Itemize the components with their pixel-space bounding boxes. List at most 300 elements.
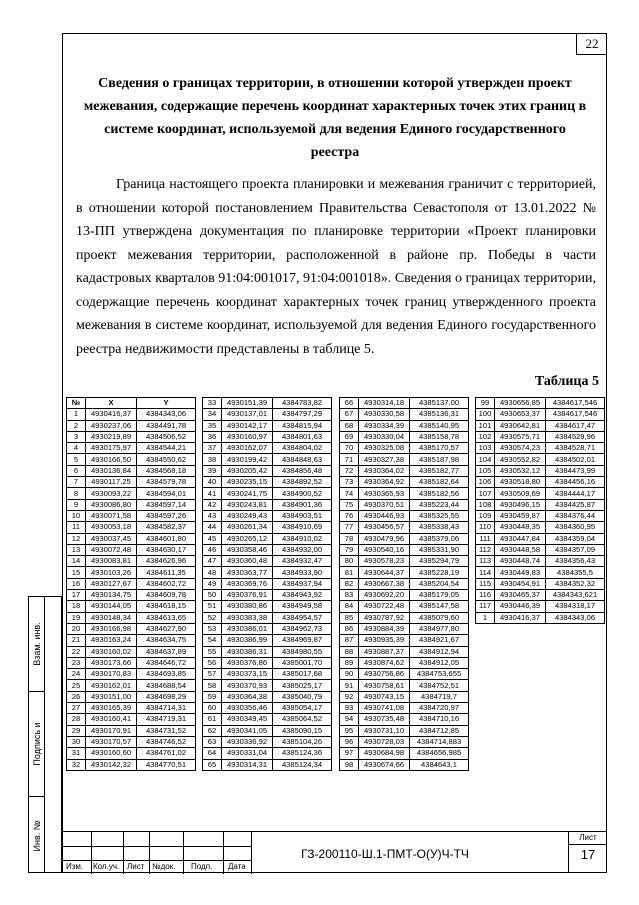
table-cell: 72	[340, 465, 359, 476]
table-cell: 28	[67, 714, 86, 725]
table-cell: 4385182,56	[410, 488, 469, 499]
table-cell: 64	[203, 748, 222, 759]
table-cell: 4	[67, 443, 86, 454]
table-row	[67, 556, 196, 567]
table-cell: 4384502,01	[546, 454, 605, 465]
table-cell: 51	[203, 601, 222, 612]
table-cell: 4930235,15	[222, 477, 273, 488]
table-cell: 4384357,09	[546, 544, 605, 555]
table-row	[340, 420, 469, 431]
table-cell: 32	[67, 759, 86, 770]
table-row	[476, 544, 605, 555]
table-cell: 4384425,87	[546, 499, 605, 510]
table-cell: 4930160,41	[86, 714, 137, 725]
table-cell: 4384637,89	[137, 646, 196, 657]
table-cell: 96	[340, 736, 359, 747]
table-cell: 4930887,37	[359, 646, 410, 657]
table-row	[67, 680, 196, 691]
table-row	[203, 533, 332, 544]
table-cell: 14	[67, 556, 86, 567]
table-cell: 75	[340, 499, 359, 510]
table-cell: 4930314,31	[222, 759, 273, 770]
table-cell: 4384804,02	[273, 443, 332, 454]
table-cell: 65	[203, 759, 222, 770]
table-row	[203, 612, 332, 623]
table-cell: 1	[67, 409, 86, 420]
table-cell: 4384359,04	[546, 533, 605, 544]
stamp-label-date: Дата	[228, 862, 246, 871]
table-cell: 4930874,62	[359, 657, 410, 668]
table-cell: 4384343,06	[546, 612, 605, 623]
table-row	[476, 443, 605, 454]
table-cell: 4930365,93	[359, 488, 410, 499]
table-cell: 4930219,89	[86, 431, 137, 442]
table-cell: 4384360,95	[546, 522, 605, 533]
table-cell: 4384815,94	[273, 420, 332, 431]
table-cell: 95	[340, 725, 359, 736]
table-cell: 45	[203, 533, 222, 544]
table-cell: 4384582,37	[137, 522, 196, 533]
table-cell: 4930787,92	[359, 612, 410, 623]
table-cell: 4930884,39	[359, 623, 410, 634]
table-cell: 57	[203, 669, 222, 680]
table-cell: 4930117,25	[86, 477, 137, 488]
table-cell: 4384376,44	[546, 510, 605, 521]
table-cell: 4384801,63	[273, 431, 332, 442]
table-cell: 4930416,37	[495, 612, 546, 623]
table-cell: 100	[476, 409, 495, 420]
table-cell: 4930103,26	[86, 567, 137, 578]
table-cell: 4384921,67	[410, 635, 469, 646]
table-cell: 4930376,91	[222, 590, 273, 601]
table-cell: 4385204,54	[410, 578, 469, 589]
table-row	[203, 680, 332, 691]
table-cell: 117	[476, 601, 495, 612]
side-label-replacement: Взам. инв.	[31, 622, 42, 666]
table-cell: 4384856,48	[273, 465, 332, 476]
table-cell: 4385040,79	[273, 691, 332, 702]
table-cell: 4930160,60	[86, 748, 137, 759]
table-row	[476, 431, 605, 442]
table-cell: 87	[340, 635, 359, 646]
table-cell: 4384355,5	[546, 567, 605, 578]
table-cell: 4930540,16	[359, 544, 410, 555]
table-cell: 4384491,78	[137, 420, 196, 431]
table-cell: 31	[67, 748, 86, 759]
table-cell: 90	[340, 669, 359, 680]
table-row	[476, 522, 605, 533]
table-cell: 4930532,12	[495, 465, 546, 476]
table-cell: 4930653,37	[495, 409, 546, 420]
table-cell: 42	[203, 499, 222, 510]
table-cell: 58	[203, 680, 222, 691]
table-cell: 54	[203, 635, 222, 646]
table-row	[67, 443, 196, 454]
table-cell: 4385294,79	[410, 556, 469, 567]
table-cell: 7	[67, 477, 86, 488]
table-cell: 55	[203, 646, 222, 657]
table-cell: 4384318,17	[546, 601, 605, 612]
table-cell: 4930243,81	[222, 499, 273, 510]
table-cell: 4930383,38	[222, 612, 273, 623]
table-cell: 4384693,85	[137, 669, 196, 680]
table-cell: 4385124,36	[273, 748, 332, 759]
table-cell: 4930728,03	[359, 736, 410, 747]
table-cell: 4930674,66	[359, 759, 410, 770]
table-cell: 92	[340, 691, 359, 702]
table-row	[340, 612, 469, 623]
table-cell: 111	[476, 533, 495, 544]
table-cell: 4384601,80	[137, 533, 196, 544]
table-cell: 39	[203, 465, 222, 476]
table-cell: 4930446,39	[495, 601, 546, 612]
table-cell: 4385379,06	[410, 533, 469, 544]
table-cell: 108	[476, 499, 495, 510]
stamp-label-sheet: Лист	[127, 862, 145, 871]
table-header-cell: №	[67, 398, 86, 409]
table-cell: 4930373,15	[222, 669, 273, 680]
table-row	[67, 522, 196, 533]
table-row	[476, 510, 605, 521]
table-cell: 101	[476, 420, 495, 431]
table-cell: 33	[203, 398, 222, 409]
table-cell: 4385179,05	[410, 590, 469, 601]
table-cell: 4930370,51	[359, 499, 410, 510]
table-row	[340, 533, 469, 544]
coordinates-table-3	[339, 397, 469, 771]
table-cell: 11	[67, 522, 86, 533]
table-row	[67, 567, 196, 578]
table-cell: 4930518,80	[495, 477, 546, 488]
table-cell: 4384646,72	[137, 657, 196, 668]
table-cell: 4384731,52	[137, 725, 196, 736]
table-cell: 1	[476, 612, 495, 623]
table-row	[476, 612, 605, 623]
table-cell: 4930072,48	[86, 544, 137, 555]
table-cell: 4930356,46	[222, 703, 273, 714]
table-cell: 103	[476, 443, 495, 454]
table-cell: 10	[67, 510, 86, 521]
table-cell: 4385223,44	[410, 499, 469, 510]
table-row	[203, 691, 332, 702]
stamp-label-change: Изм.	[66, 862, 84, 871]
table-row	[340, 567, 469, 578]
table-cell: 4930369,76	[222, 578, 273, 589]
table-row	[203, 635, 332, 646]
table-cell: 4930144,05	[86, 601, 137, 612]
table-row	[67, 669, 196, 680]
table-row	[67, 409, 196, 420]
table-cell: 4930386,31	[222, 646, 273, 657]
table-cell: 4384969,87	[273, 635, 332, 646]
table-cell: 4930241,75	[222, 488, 273, 499]
table-cell: 76	[340, 510, 359, 521]
table-cell: 4930358,46	[222, 544, 273, 555]
table-cell: 86	[340, 623, 359, 634]
table-cell: 30	[67, 736, 86, 747]
table-row	[203, 454, 332, 465]
table-cell: 4384343,06	[137, 409, 196, 420]
table-cell: 4930175,97	[86, 443, 137, 454]
table-cell: 4930325,08	[359, 443, 410, 454]
table-cell: 9	[67, 499, 86, 510]
table-cell: 4930447,84	[495, 533, 546, 544]
table-cell: 4385331,90	[410, 544, 469, 555]
table-cell: 4385158,78	[410, 431, 469, 442]
table-row	[67, 420, 196, 431]
table-row	[340, 748, 469, 759]
table-cell: 4930386,99	[222, 635, 273, 646]
table-cell: 4930376,86	[222, 657, 273, 668]
table-cell: 4384456,16	[546, 477, 605, 488]
table-cell: 4384783,82	[273, 398, 332, 409]
table-cell: 4384977,80	[410, 623, 469, 634]
table-cell: 4930134,75	[86, 590, 137, 601]
table-cell: 26	[67, 691, 86, 702]
table-cell: 4930334,39	[359, 420, 410, 431]
table-cell: 4930037,45	[86, 533, 137, 544]
table-cell: 4930552,82	[495, 454, 546, 465]
stamp-label-count: Кол.уч.	[93, 862, 120, 871]
table-cell: 69	[340, 431, 359, 442]
table-cell: 4384720,97	[410, 703, 469, 714]
table-cell: 17	[67, 590, 86, 601]
table-cell: 4384609,78	[137, 590, 196, 601]
table-row	[476, 556, 605, 567]
table-row	[203, 748, 332, 759]
table-row	[340, 488, 469, 499]
table-cell: 4930360,48	[222, 556, 273, 567]
table-cell: 44	[203, 522, 222, 533]
table-cell: 4930349,45	[222, 714, 273, 725]
table-cell: 4384618,15	[137, 601, 196, 612]
table-row	[340, 443, 469, 454]
table-caption: Таблица 5	[534, 374, 599, 389]
table-cell: 4930386,01	[222, 623, 273, 634]
table-row	[203, 398, 332, 409]
table-cell: 4930330,58	[359, 409, 410, 420]
table-cell: 78	[340, 533, 359, 544]
table-row	[340, 759, 469, 770]
table-cell: 4930449,83	[495, 567, 546, 578]
table-row	[340, 601, 469, 612]
table-cell: 4384550,62	[137, 454, 196, 465]
table-cell: 4930136,84	[86, 465, 137, 476]
table-cell: 84	[340, 601, 359, 612]
table-row	[203, 703, 332, 714]
table-row	[67, 612, 196, 623]
table-cell: 68	[340, 420, 359, 431]
table-cell: 4930370,93	[222, 680, 273, 691]
table-row	[340, 499, 469, 510]
table-cell: 16	[67, 578, 86, 589]
table-cell: 4385054,17	[273, 703, 332, 714]
table-cell: 56	[203, 657, 222, 668]
table-row	[67, 601, 196, 612]
table-cell: 104	[476, 454, 495, 465]
table-cell: 114	[476, 567, 495, 578]
side-cell-signature	[29, 692, 44, 797]
table-row	[67, 578, 196, 589]
table-cell: 4930642,81	[495, 420, 546, 431]
table-cell: 4385140,95	[410, 420, 469, 431]
table-header-cell: Y	[137, 398, 196, 409]
table-cell: 4384910,69	[273, 522, 332, 533]
table-row	[203, 510, 332, 521]
table-row	[340, 510, 469, 521]
table-cell: 4384719,31	[137, 714, 196, 725]
table-cell: 49	[203, 578, 222, 589]
table-cell: 4384506,52	[137, 431, 196, 442]
table-cell: 4930509,69	[495, 488, 546, 499]
table-cell: 4384746,52	[137, 736, 196, 747]
table-cell: 4930083,81	[86, 556, 137, 567]
table-row	[476, 578, 605, 589]
table-header-row	[67, 398, 196, 409]
table-cell: 4930093,22	[86, 488, 137, 499]
table-row	[340, 736, 469, 747]
table-row	[340, 590, 469, 601]
table-row	[203, 623, 332, 634]
table-cell: 4930160,02	[86, 646, 137, 657]
table-cell: 4930692,20	[359, 590, 410, 601]
table-cell: 73	[340, 477, 359, 488]
table-cell: 63	[203, 736, 222, 747]
table-cell: 4384544,21	[137, 443, 196, 454]
table-row	[476, 499, 605, 510]
table-cell: 91	[340, 680, 359, 691]
table-cell: 4384943,92	[273, 590, 332, 601]
table-row	[476, 409, 605, 420]
table-row	[67, 691, 196, 702]
table-cell: 4384626,96	[137, 556, 196, 567]
table-cell: 4930731,10	[359, 725, 410, 736]
table-row	[203, 499, 332, 510]
table-cell: 4930148,34	[86, 612, 137, 623]
table-cell: 4384900,52	[273, 488, 332, 499]
table-row	[67, 759, 196, 770]
table-cell: 4384611,35	[137, 567, 196, 578]
table-cell: 4384698,29	[137, 691, 196, 702]
table-row	[340, 578, 469, 589]
table-cell: 4930735,48	[359, 714, 410, 725]
table-cell: 20	[67, 623, 86, 634]
side-cell-inventory	[29, 797, 44, 874]
coordinates-table-4	[475, 397, 605, 624]
table-cell: 4384949,58	[273, 601, 332, 612]
table-cell: 4384932,00	[273, 544, 332, 555]
table-cell: 74	[340, 488, 359, 499]
table-cell: 4930151,00	[86, 691, 137, 702]
table-cell: 4930142,32	[86, 759, 137, 770]
table-cell: 4930314,18	[359, 398, 410, 409]
table-row	[203, 544, 332, 555]
table-cell: 4384617,47	[546, 420, 605, 431]
table-cell: 107	[476, 488, 495, 499]
document-code: ГЗ-200110-Ш.1-ПМТ-О(У)Ч-ТЧ	[301, 847, 469, 861]
table-cell: 4930459,87	[495, 510, 546, 521]
table-cell: 4384597,14	[137, 499, 196, 510]
table-cell: 4930166,50	[86, 454, 137, 465]
table-cell: 4384761,02	[137, 748, 196, 759]
table-cell: 4930173,66	[86, 657, 137, 668]
table-cell: 4384797,29	[273, 409, 332, 420]
table-cell: 77	[340, 522, 359, 533]
table-cell: 4930758,61	[359, 680, 410, 691]
table-cell: 4384579,78	[137, 477, 196, 488]
side-label-inventory: Инв. №	[31, 820, 42, 851]
table-cell: 4384634,75	[137, 635, 196, 646]
table-row	[340, 409, 469, 420]
table-cell: 67	[340, 409, 359, 420]
table-cell: 80	[340, 556, 359, 567]
table-cell: 112	[476, 544, 495, 555]
table-cell: 4930741,08	[359, 703, 410, 714]
table-cell: 36	[203, 431, 222, 442]
table-cell: 97	[340, 748, 359, 759]
table-cell: 4384617,546	[546, 398, 605, 409]
table-cell: 4385064,52	[273, 714, 332, 725]
table-cell: 4930448,58	[495, 544, 546, 555]
table-cell: 4930644,37	[359, 567, 410, 578]
table-row	[340, 465, 469, 476]
table-cell: 4385325,55	[410, 510, 469, 521]
table-cell: 4930416,37	[86, 409, 137, 420]
table-row	[340, 635, 469, 646]
table-cell: 4384617,546	[546, 409, 605, 420]
table-cell: 4930265,12	[222, 533, 273, 544]
table-cell: 4930162,07	[222, 443, 273, 454]
table-cell: 4384752,51	[410, 680, 469, 691]
table-cell: 105	[476, 465, 495, 476]
table-cell: 4930142,17	[222, 420, 273, 431]
table-cell: 4384933,90	[273, 567, 332, 578]
table-cell: 4930237,06	[86, 420, 137, 431]
table-cell: 8	[67, 488, 86, 499]
table-cell: 21	[67, 635, 86, 646]
table-cell: 4930364,38	[222, 691, 273, 702]
table-cell: 4930166,98	[86, 623, 137, 634]
body-paragraph	[76, 173, 596, 361]
side-stamp	[28, 596, 62, 873]
table-cell: 4384627,90	[137, 623, 196, 634]
table-row	[476, 454, 605, 465]
table-cell: 4384962,73	[273, 623, 332, 634]
table-row	[340, 714, 469, 725]
table-cell: 12	[67, 533, 86, 544]
table-row	[340, 703, 469, 714]
table-cell: 66	[340, 398, 359, 409]
table-row	[340, 646, 469, 657]
table-cell: 4385124,34	[273, 759, 332, 770]
table-cell: 25	[67, 680, 86, 691]
table-cell: 4930261,34	[222, 522, 273, 533]
table-row	[67, 499, 196, 510]
table-cell: 40	[203, 477, 222, 488]
table-row	[476, 590, 605, 601]
table-row	[476, 465, 605, 476]
table-cell: 99	[476, 398, 495, 409]
table-cell: 62	[203, 725, 222, 736]
table-cell: 22	[67, 646, 86, 657]
table-cell: 60	[203, 703, 222, 714]
table-cell: 98	[340, 759, 359, 770]
table-cell: 4930684,98	[359, 748, 410, 759]
sheet-box	[568, 831, 607, 873]
table-cell: 4384568,18	[137, 465, 196, 476]
table-cell: 4930380,86	[222, 601, 273, 612]
table-cell: 4930448,74	[495, 556, 546, 567]
